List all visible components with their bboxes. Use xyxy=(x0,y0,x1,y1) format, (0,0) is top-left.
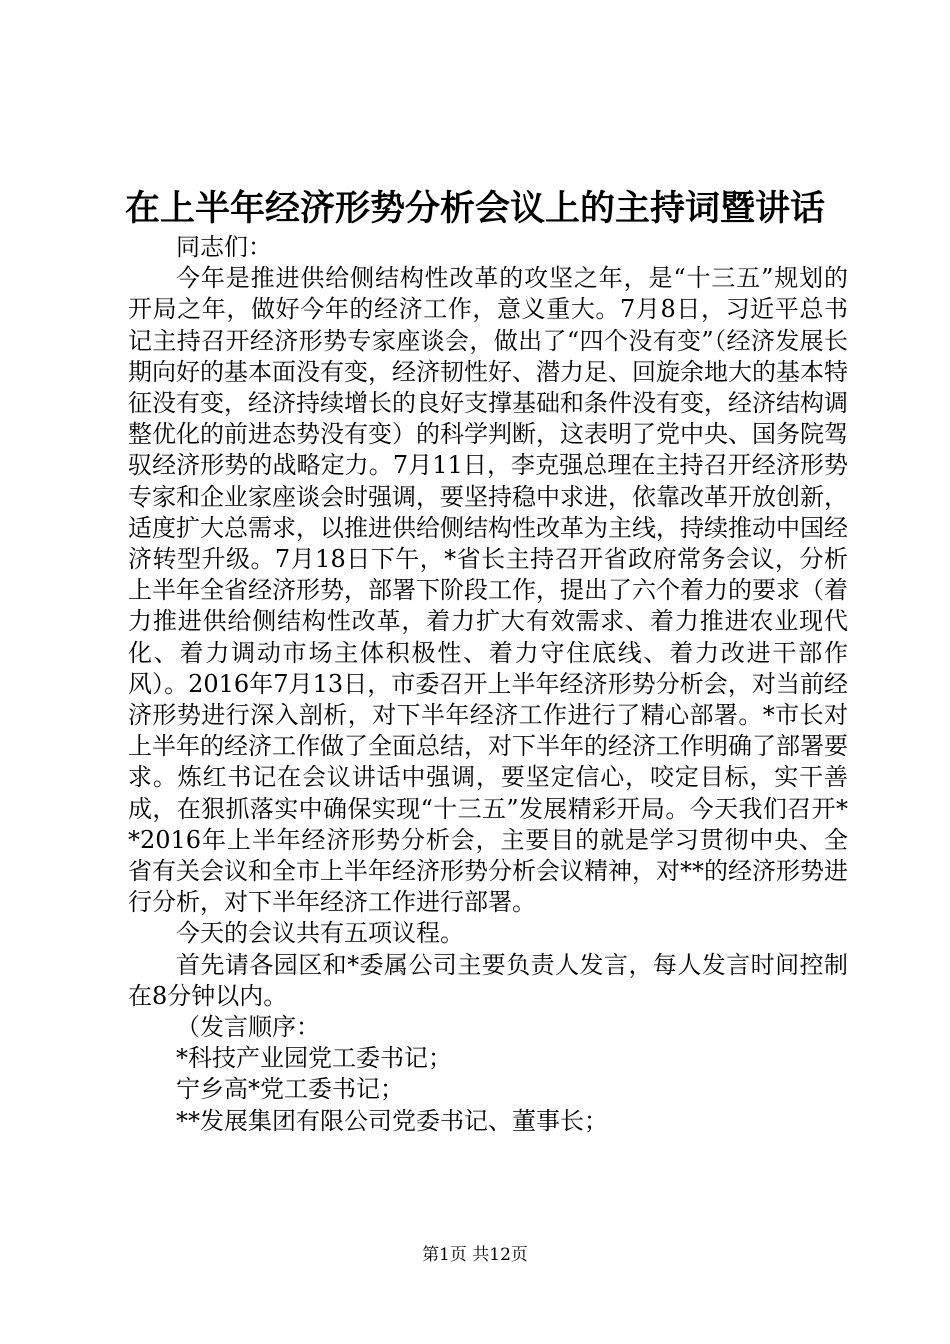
body-paragraph: 今年是推进供给侧结构性改革的攻坚之年，是“十三五”规划的开局之年，做好今年的经济工作，意义重大。7月8日，习近平总书记主持召开经济形势专家座谈会，做出了“四个没有变”（经济发展长期向好的基本面没有变，经济韧性好、潜力足、回旋余地大的基本特征没有变，经济持续增长的良好支撑基础和条件没有变，经济结构调整优化的前进态势没有变）的科学判断，这表明了党中央、国务院驾驭经济形势的战略定力。7月11日，李克强总理在主持召开经济形势专家和企业家座谈会时强调，要坚持稳中求进，依靠改革开放创新，适度扩大总需求，以推进供给侧结构性改革为主线，持续推动中国经济转型升级。7月18日下午，*省长主持召开省政府常务会议，分析上半年全省经济形势，部署下阶段工作，提出了六个着力的要求（着力推进供给侧结构性改革，着力扩大有效需求、着力推进农业现代化、着力调动市场主体积极性、着力守住底线、着力改进干部作风）。2016年7月13日，市委召开上半年经济形势分析会，对当前经济形势进行深入剖析，对下半年经济工作进行了精心部署。*市长对上半年的经济工作做了全面总结，对下半年的经济工作明确了部署要求。炼红书记在会议讲话中强调，要坚定信心，咬定目标，实干善成，在狠抓落实中确保实现“十三五”发展精彩开局。今天我们召开**2016年上半年经济形势分析会，主要目的就是学习贯彻中央、全省有关会议和全市上半年经济形势分析会议精神，对**的经济形势进行分析，对下半年经济工作进行部署。 xyxy=(128,264,848,917)
document-title: 在上半年经济形势分析会议上的主持词暨讲话 xyxy=(124,188,825,229)
document-body xyxy=(128,232,848,1137)
list-item: 宁乡高*党工委书记； xyxy=(176,1075,404,1104)
body-paragraph: 首先请各园区和*委属公司主要负责人发言，每人发言时间控制在8分钟以内。 xyxy=(128,950,848,1010)
list-item: **发展集团有限公司党委书记、董事长； xyxy=(176,1106,608,1135)
page-indicator: 第1页 共12页 xyxy=(422,1245,528,1265)
salutation-paragraph: 同志们： xyxy=(176,233,272,261)
body-paragraph: 今天的会议共有五项议程。 xyxy=(176,919,464,948)
body-paragraph: （发言顺序： xyxy=(176,1013,320,1042)
list-item: *科技产业园党工委书记； xyxy=(176,1044,452,1073)
